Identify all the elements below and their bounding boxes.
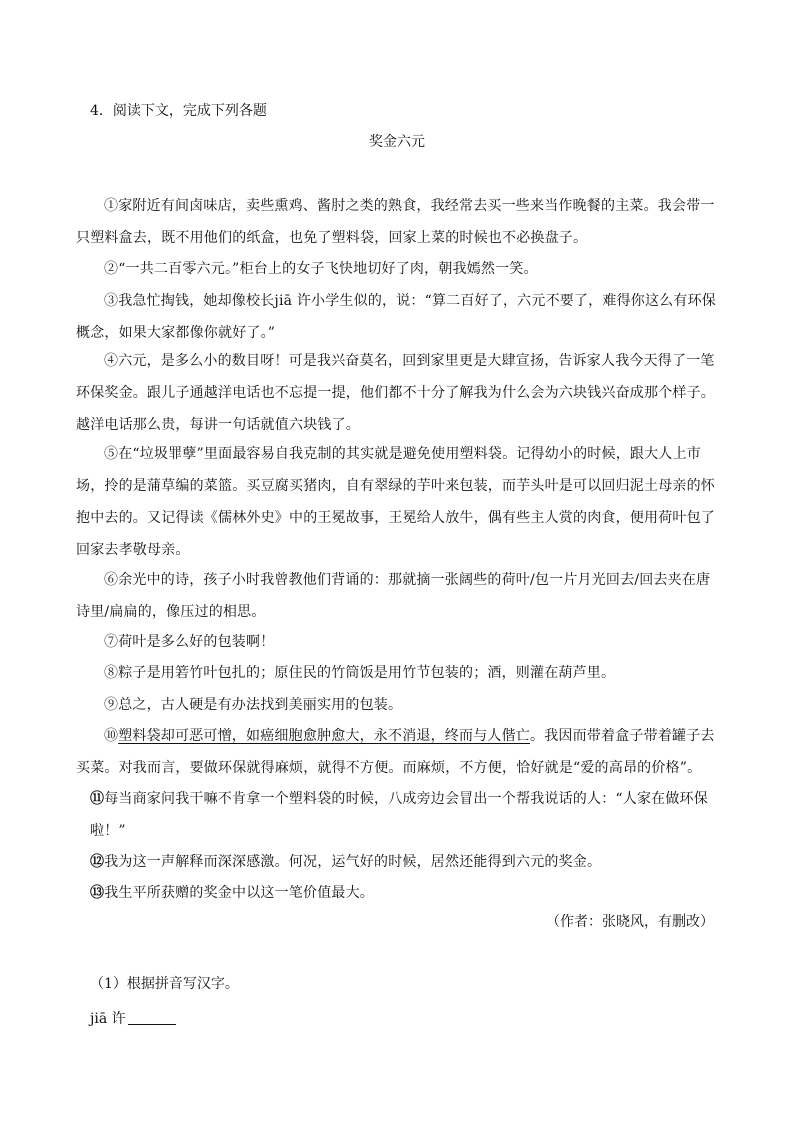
question-header: 4．阅读下文，完成下列各题 <box>90 103 267 119</box>
paragraph-2: ②“一共二百零六元。”柜台上的女子飞快地切好了肉，朝我嫣然一笑。 <box>104 261 538 277</box>
paragraph-10 <box>76 720 724 784</box>
paragraph-10-number: ⑩ <box>104 728 119 744</box>
paragraph-5: ⑤在“垃圾罪孽”里面最容易自我克制的其实就是避免使用塑料袋。记得幼小的时候，跟大人上市场，拎的是蒲草编的菜篮。买豆腐买猪肉，自有翠绿的芋叶来包装，而芋头叶是可以回归泥土母亲的怀抱中去的。又记得读《儒林外史》中的王冕故事，王冕给人放牛，偶有些主人赏的肉食，便用荷叶包了回家去孝敬母亲。 <box>76 446 715 558</box>
paragraph-13 <box>90 877 724 909</box>
paragraph-3: ③我急忙掏钱，她却像校长jiā 许小学生似的，说：“算二百好了，六元不要了，难得你这么有环保概念，如果大家都像你就好了。” <box>76 293 716 341</box>
answer-blank[interactable] <box>128 1008 176 1025</box>
paragraph-13-text: 我生平所获赠的奖金中以这一笔价值最大。 <box>104 885 375 901</box>
paragraph-10-rest: 。我因而带着盒子带着罐子去买菜。对我而言，要做环保就得麻烦，就得不方便。而麻烦，不方便，恰好就是“爱的高昂的价格”。 <box>76 728 715 776</box>
paragraph-10-underlined: 塑料袋却可恶可憎，如癌细胞愈肿愈大，永不消退，终而与人偕亡 <box>118 728 531 744</box>
paragraph-12 <box>90 846 724 878</box>
paragraph-7: ⑦荷叶是多么好的包装啊！ <box>104 634 275 650</box>
sub-question-prompt: （1）根据拼音写汉字。 <box>90 976 239 992</box>
paragraph-8: ⑧粽子是用箬竹叶包扎的；原住民的竹筒饭是用竹节包装的；酒，则灌在葫芦里。 <box>104 665 616 681</box>
paragraph-4: ④六元，是多么小的数目呀！可是我兴奋莫名，回到家里更是大肆宣扬，告诉家人我今天得了一笔环保奖金。跟儿子通越洋电话也不忘提一提，他们都不十分了解我为什么会为六块钱兴奋成那个样子。越洋电话那么贵，每讲一句话就值六块钱了。 <box>76 353 715 433</box>
paragraph-9: ⑨总之，古人硬是有办法找到美丽实用的包装。 <box>104 697 403 713</box>
paragraph-11 <box>90 783 724 847</box>
paragraph-11-text: 每当商家问我干嘛不肯拿一个塑料袋的时候，八成旁边会冒出一个帮我说话的人：“人家在做环保啦！” <box>90 791 708 839</box>
author-credit: （作者：张晓风，有删改） <box>546 914 714 930</box>
paragraph-12-number: ⑫ <box>90 854 105 870</box>
pinyin-label: jiā 许 <box>90 1011 126 1027</box>
answer-row <box>90 1005 176 1033</box>
paragraph-1: ①家附近有间卤味店，卖些熏鸡、酱肘之类的熟食，我经常去买一些来当作晚餐的主菜。我会带一只塑料盒去，既不用他们的纸盒，也免了塑料袋，回家上菜的时候也不必换盘子。 <box>76 198 715 246</box>
passage-title: 奖金六元 <box>369 134 425 150</box>
paragraph-6: ⑥余光中的诗，孩子小时我曾教他们背诵的：那就摘一张阔些的荷叶/包一片月光回去/回去夹在唐诗里/扁扁的，像压过的相思。 <box>76 572 711 620</box>
paragraph-11-number: ⑪ <box>90 791 105 807</box>
paragraph-12-text: 我为这一声解释而深深感激。何况，运气好的时候，居然还能得到六元的奖金。 <box>104 854 602 870</box>
paragraph-13-number: ⑬ <box>90 885 105 901</box>
